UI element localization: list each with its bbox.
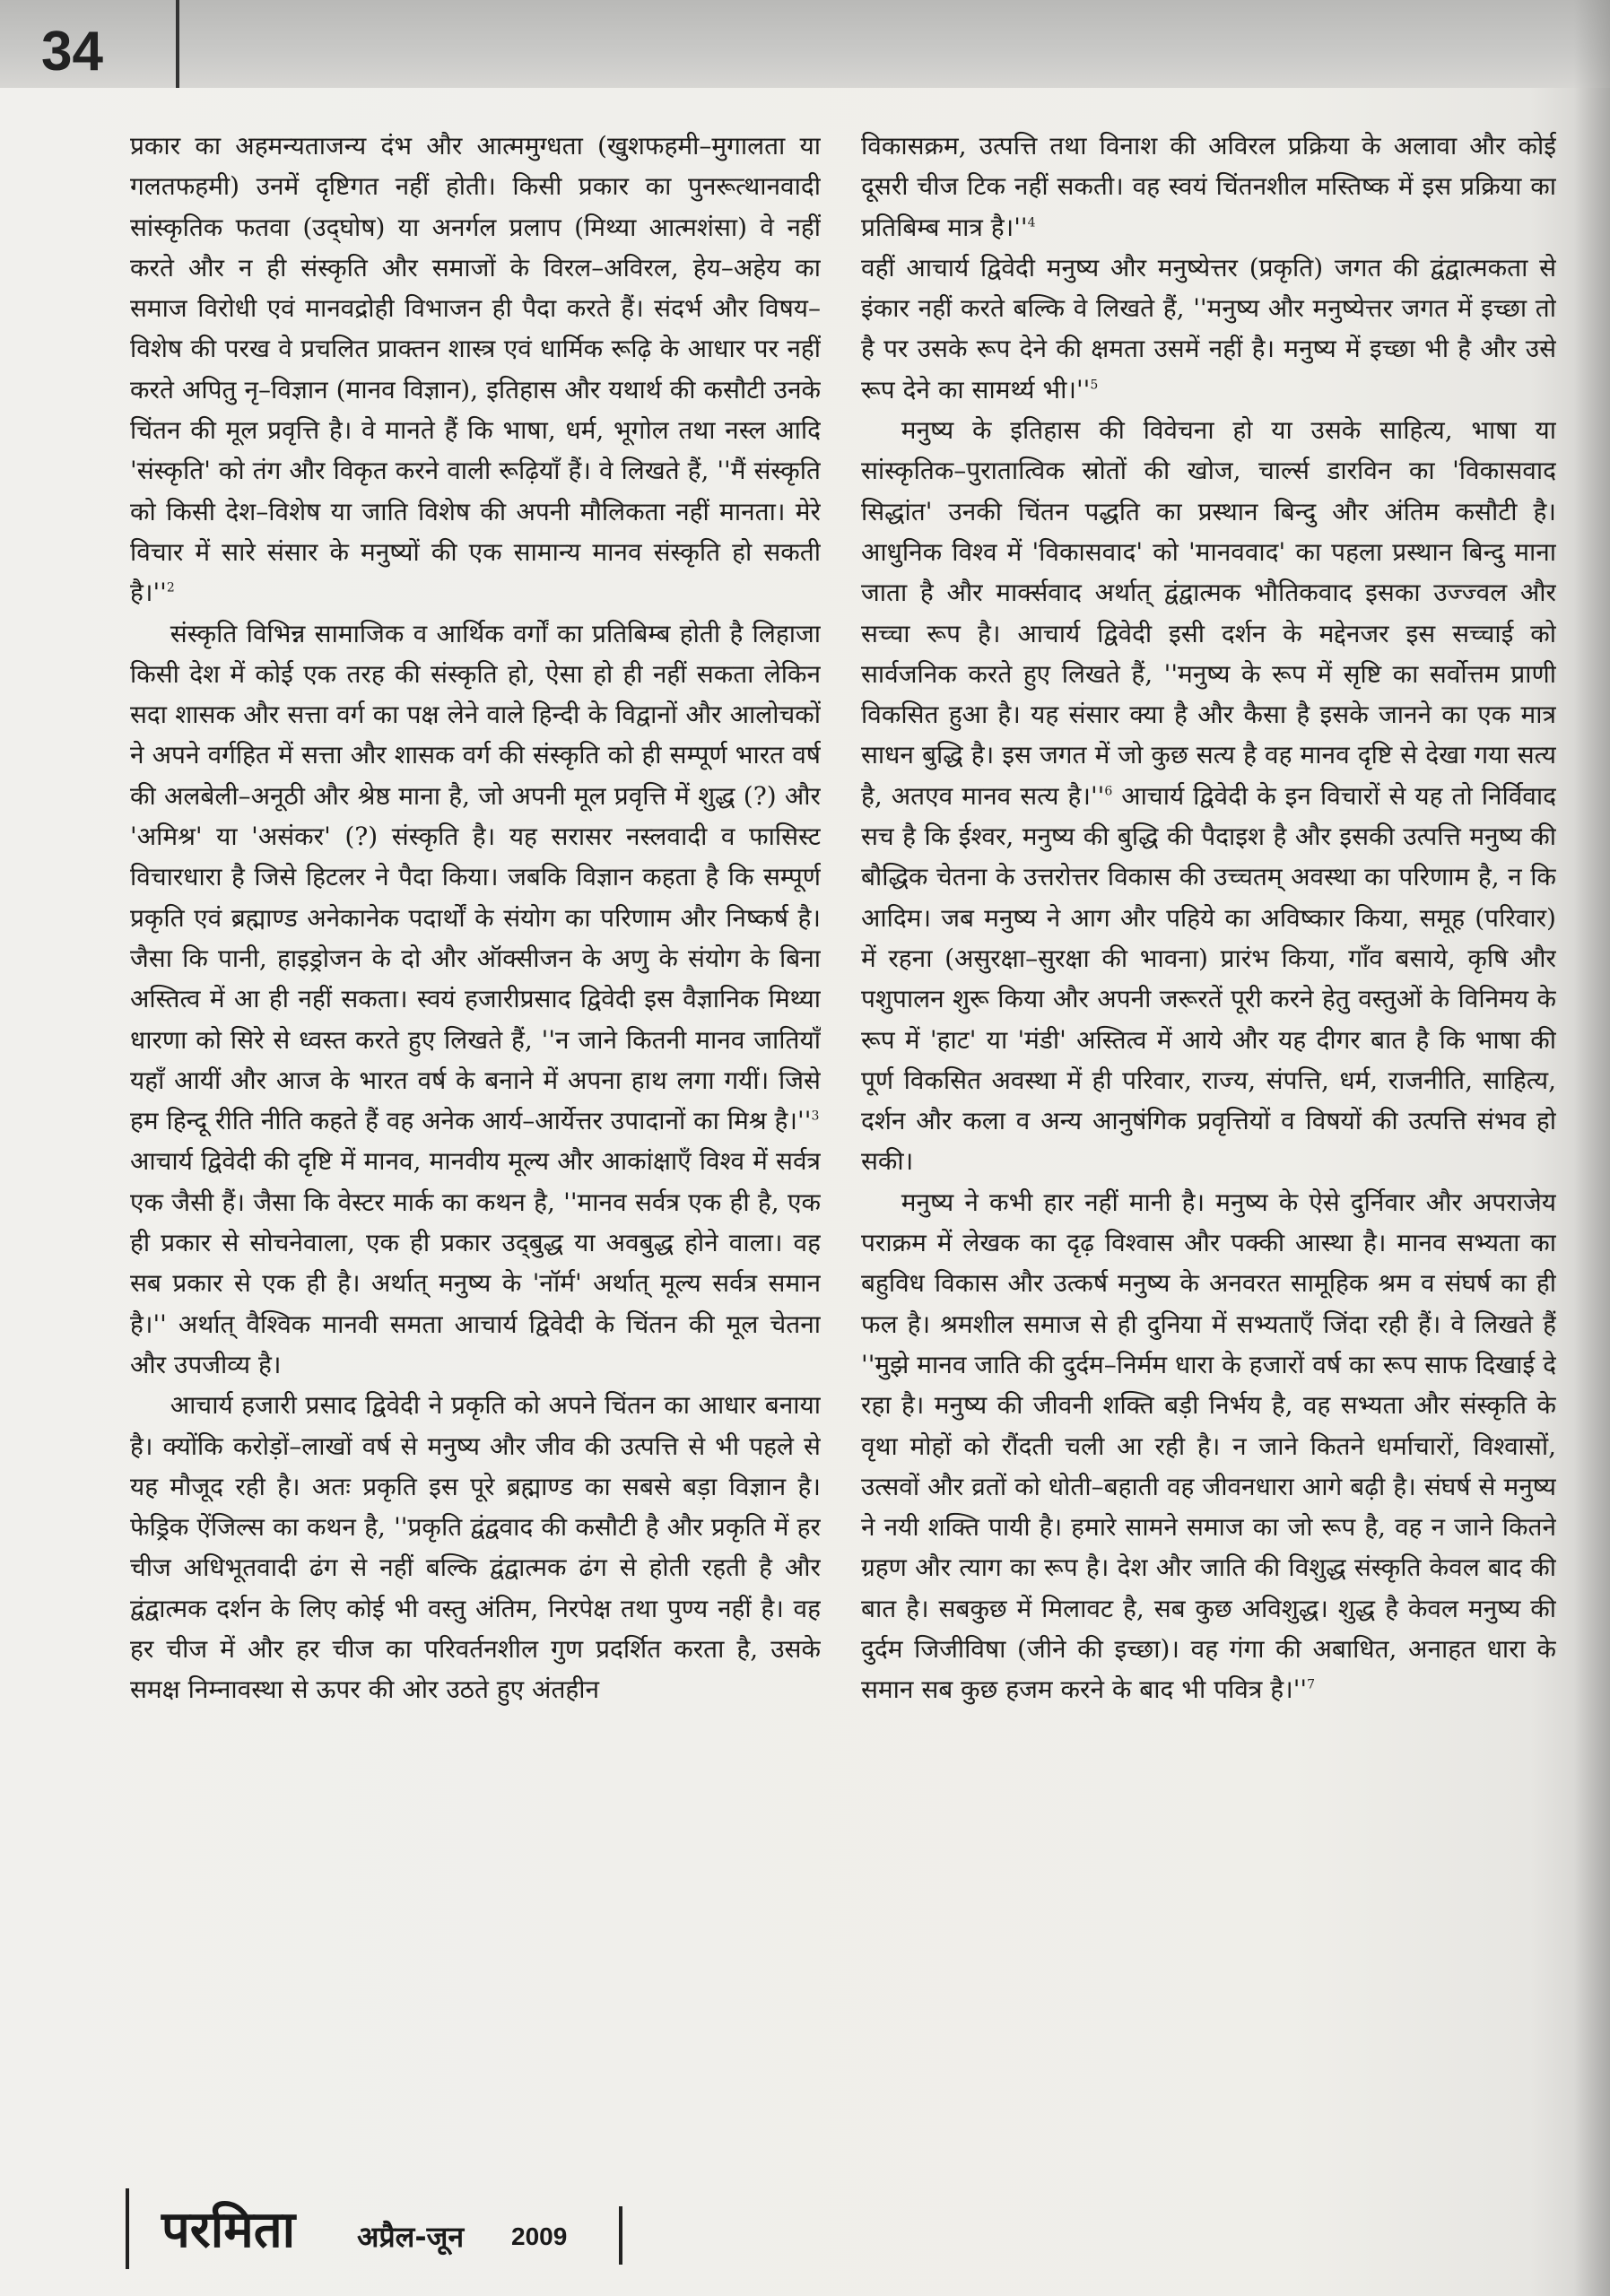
paragraph: मनुष्य ने कभी हार नहीं मानी है। मनुष्य के ऐसे दुर्निवार और अपराजेय पराक्रम में लेखक का दृढ़ विश्वास और पक्की आस्था है। मानव सभ्यता का बहुविध विकास और उत्कर्ष मनुष्य के अनवरत सामूहिक श्रम व संघर्ष का ही फल है। श्रमशील समाज से ही दुनिया में सभ्यताएँ जिंदा रही हैं। वे लिखते हैं ''मुझे मानव जाति की दुर्दम–निर्मम धारा के हजारों वर्ष का रूप साफ दिखाई दे रहा है। मनुष्य की जीवनी शक्ति बड़ी निर्भय है, वह सभ्यता और संस्कृति के वृथा मोहों को रौंदती चली आ रही है। न जाने कितने धर्माचारों, विश्वासों, उत्सवों और व्रतों को धोती–बहाती वह जीवनधारा आगे बढ़ी है। संघर्ष से मनुष्य ने नयी शक्ति पायी है। हमारे सामने समाज का जो रूप है, वह न जाने कितने ग्रहण और त्याग का रूप है। देश और जाति की विशुद्ध संस्कृति केवल बाद की बात है। सबकुछ में मिलावट है, सब कुछ अविशुद्ध। शुद्ध है केवल मनुष्य की दुर्दम जिजीविषा (जीने की इच्छा)। वह गंगा की अबाधित, अनाहत धारा के समान सब कुछ हजम करने के बाद भी पवित्र $है।''^7$ bbox=[861, 1187, 1556, 1705]
right-column bbox=[861, 126, 1556, 2161]
footer-rule-left bbox=[126, 2188, 129, 2269]
paragraph: वहीं आचार्य द्विवेदी मनुष्य और मनुष्येत्तर (प्रकृति) जगत की द्वंद्वात्मकता से इंकार नहीं करते बल्कि वे लिखते हैं, ''मनुष्य और मनुष्येत्तर जगत में इच्छा तो है पर उसके रूप देने की क्षमता उसमें नहीं है। मनुष्य में इच्छा भी है और उसे रूप देने का सामर्थ्य $भी।''^5$ bbox=[861, 252, 1556, 404]
issue-year: 2009 bbox=[511, 2222, 568, 2250]
paragraph: आचार्य हजारी प्रसाद द्विवेदी ने प्रकृति को अपने चिंतन का आधार बनाया है। क्योंकि करोड़ों–लाखों वर्ष से मनुष्य और जीव की उत्पत्ति से भी पहले से यह मौजूद रही है। अतः प्रकृति इस पूरे ब्रह्माण्ड का सबसे बड़ा विज्ञान है। फेड्रिक ऐंजिल्स का कथन है, ''प्रकृति द्वंद्ववाद की कसौटी है और प्रकृति में हर चीज अधिभूतवादी ढंग से नहीं बल्कि द्वंद्वात्मक ढंग से होती रहती है और द्वंद्वात्मक दर्शन के लिए कोई भी वस्तु अंतिम, निरपेक्ष तथा पुण्य नहीं है। वह हर चीज में और हर चीज का परिवर्तनशील गुण प्रदर्शित करता है, उसके समक्ष निम्नावस्था से ऊपर की ओर उठते हुए अंतहीन bbox=[130, 1390, 821, 1705]
footnote-ref: 2 bbox=[166, 580, 175, 596]
paragraph: विकासक्रम, उत्पत्ति तथा विनाश की अविरल प्रक्रिया के अलावा और कोई दूसरी चीज टिक नहीं सकती। वह स्वयं चिंतनशील मस्तिष्क में इस प्रक्रिया का प्रतिबिम्ब मात्र $है।''^4$ bbox=[861, 131, 1556, 242]
header-band bbox=[0, 0, 1610, 88]
footnote-ref: 4 bbox=[1027, 215, 1036, 230]
footnote-ref: 3 bbox=[811, 1109, 820, 1124]
footer-rule-right bbox=[619, 2206, 622, 2265]
footnote-ref: 7 bbox=[1307, 1677, 1316, 1692]
paragraph: संस्कृति विभिन्न सामाजिक व आर्थिक वर्गों का प्रतिबिम्ब होती है लिहाजा किसी देश में कोई एक तरह की संस्कृति हो, ऐसा हो ही नहीं सकता लेकिन सदा शासक और सत्ता वर्ग का पक्ष लेने वाले हिन्दी के विद्वानों और आलोचकों ने अपने वर्गहित में सत्ता और शासक वर्ग की संस्कृति को ही सम्पूर्ण भारत वर्ष की अलबेली–अनूठी और श्रेष्ठ माना है, जो अपनी मूल प्रवृत्ति में शुद्ध (?) और 'अमिश्र' या 'असंकर' (?) संस्कृति है। यह सरासर नस्लवादी व फासिस्ट विचारधारा है जिसे हिटलर ने पैदा किया। जबकि विज्ञान कहता है कि सम्पूर्ण प्रकृति एवं ब्रह्माण्ड अनेकानेक पदार्थों के संयोग का परिणाम और निष्कर्ष है। जैसा कि पानी, हाइड्रोजन के दो और ऑक्सीजन के अणु के संयोग के बिना अस्तित्व में आ ही नहीं सकता। स्वयं हजारीप्रसाद द्विवेदी इस वैज्ञानिक मिथ्या धारणा को सिरे से ध्वस्त करते हुए लिखते हैं, ''न जाने कितनी मानव जातियाँ यहाँ आयीं और आज के भारत वर्ष के बनाने में अपना हाथ लगा गयीं। जिसे हम हिन्दू रीति नीति कहते हैं वह अनेक आर्य–आर्येत्तर उपादानों का मिश्र $है।''^3$ bbox=[130, 618, 821, 1136]
footnote-ref: 5 bbox=[1090, 378, 1099, 393]
footnote-ref: 6 bbox=[1104, 784, 1113, 799]
magazine-name: परमिता bbox=[161, 2201, 296, 2259]
paragraph: प्रकार का अहमन्यताजन्य दंभ और आत्ममुग्धता (खुशफहमी–मुगालता या गलतफहमी) उनमें दृष्टिगत नहीं होती। किसी प्रकार का पुनरूत्थानवादी सांस्कृतिक फतवा (उद्‌घोष) या अनर्गल प्रलाप (मिथ्या आत्मशंसा) वे नहीं करते और न ही संस्कृति और समाजों के विरल–अविरल, हेय–अहेय का समाज विरोधी एवं मानवद्रोही विभाजन ही पैदा करते हैं। संदर्भ और विषय–विशेष की परख वे प्रचलित प्राक्तन शास्त्र एवं धार्मिक रूढ़ि के आधार पर नहीं करते अपितु नृ–विज्ञान (मानव विज्ञान), इतिहास और यथार्थ की कसौटी उनके चिंतन की मूल प्रवृत्ति है। वे मानते हैं कि भाषा, धर्म, भूगोल तथा नस्ल आदि 'संस्कृति' को तंग और विकृत करने वाली रूढ़ियाँ हैं। वे लिखते हैं, ''मैं संस्कृति को किसी देश–विशेष या जाति विशेष की अपनी मौलिकता नहीं मानता। मेरे विचार में सारे संसार के मनुष्यों की एक सामान्य मानव संस्कृति हो सकती $है।''^2$ bbox=[130, 131, 821, 608]
page-number: 34 bbox=[41, 21, 103, 83]
page-edge-shadow bbox=[1574, 0, 1610, 2296]
left-column bbox=[130, 126, 821, 2161]
paragraph: मनुष्य के इतिहास की विवेचना हो या उसके साहित्य, भाषा या सांस्कृतिक–पुरातात्विक स्रोतों की खोज, चार्ल्स डारविन का 'विकासवाद सिद्धांत' उनकी चिंतन पद्धति का प्रस्थान बिन्दु और अंतिम कसौटी है। आधुनिक विश्व में 'विकासवाद' को 'मानववाद' का पहला प्रस्थान बिन्दु माना जाता है और मार्क्सवाद अर्थात् द्वंद्वात्मक भौतिकवाद इसका उज्ज्वल और सच्चा रूप है। आचार्य द्विवेदी इसी दर्शन के मद्देनजर इस सच्चाई को सार्वजनिक करते हुए लिखते हैं, ''मनुष्य के रूप में सृष्टि का सर्वोत्तम प्राणी विकसित हुआ है। यह संसार क्या है और कैसा है इसके जानने का एक मात्र साधन बुद्धि है। इस जगत में जो कुछ सत्य है वह मानव दृष्टि से देखा गया सत्य है, अतएव मानव सत्य $है।''^6$ आचार्य द्विवेदी के इन विचारों से यह तो निर्विवाद सच है कि ईश्वर, मनुष्य की बुद्धि की पैदाइश है और इसकी उत्पत्ति मनुष्य की बौद्धिक चेतना के उत्तरोत्तर विकास की उच्चतम् अवस्था का परिणाम है, न कि आदिम। जब मनुष्य ने आग और पहिये का अविष्कार किया, समूह (परिवार) में रहना (असुरक्षा–सुरक्षा की भावना) प्रारंभ किया, गाँव बसाये, कृषि और पशुपालन शुरू किया और अपनी जरूरतें पूरी करने हेतु वस्तुओं के विनिमय के रूप में 'हाट' या 'मंडी' अस्तित्व में आये और यह दीगर बात है कि भाषा की पूर्ण विकसित अवस्था में ही परिवार, राज्य, संपत्ति, धर्म, राजनीति, साहित्य, दर्शन और कला व अन्य आनुषंगिक प्रवृत्तियों व विषयों की उत्पत्ति संभव हो सकी। bbox=[861, 415, 1556, 1177]
issue-months: अप्रैल-जून bbox=[357, 2220, 465, 2254]
paragraph: आचार्य द्विवेदी की दृष्टि में मानव, मानवीय मूल्य और आकांक्षाएँ विश्व में सर्वत्र एक जैसी हैं। जैसा कि वेस्टर मार्क का कथन है, ''मानव सर्वत्र एक ही है, एक ही प्रकार से सोचनेवाला, एक ही प्रकार उद्‌बुद्ध या अवबुद्ध होने वाला। वह सब प्रकार से एक ही है। अर्थात् मनुष्य के 'नॉर्म' अर्थात् मूल्य सर्वत्र समान है।'' अर्थात् वैश्विक मानवी समता आचार्य द्विवेदी के चिंतन की मूल चेतना और उपजीव्य है। bbox=[130, 1146, 821, 1379]
header-divider bbox=[176, 0, 179, 88]
